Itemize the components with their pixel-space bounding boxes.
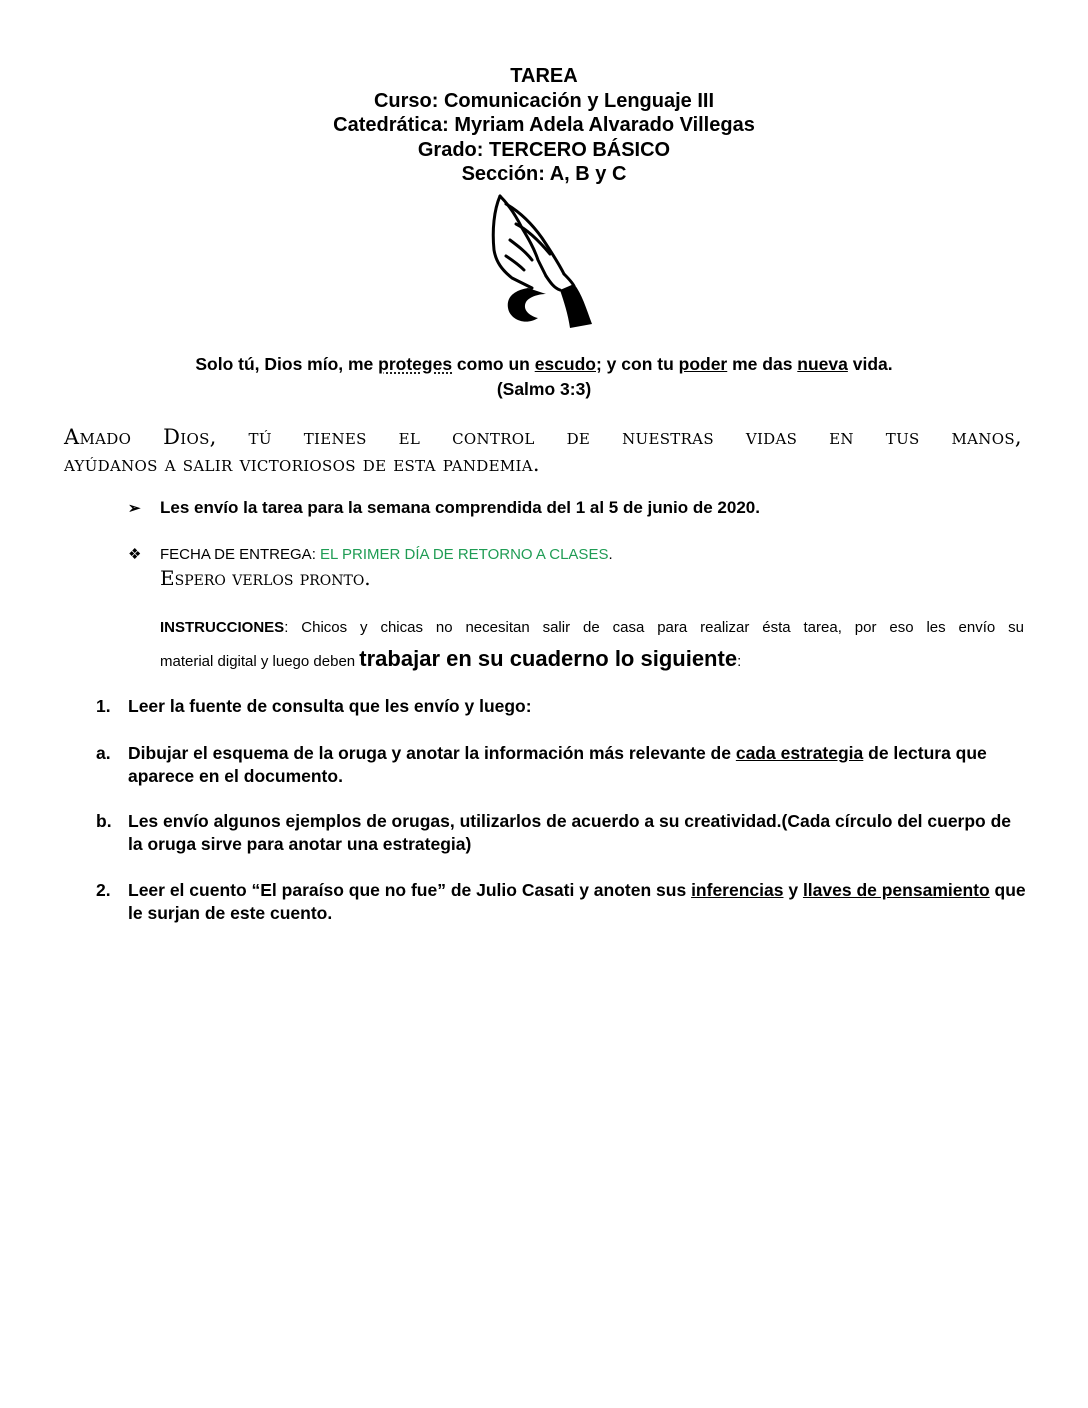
underlined-cada-estrategia: cada estrategia bbox=[735, 743, 864, 763]
task-item-b: b. Les envío algunos ejemplos de orugas, utilizarlos de acuerdo a su creatividad.(Cada círculo del cuerpo de la oruga sirve para anotar una estrategia) bbox=[96, 811, 1012, 854]
task-item-a: a. Dibujar el esquema de la oruga y anotar la información más relevante de cada estrategia de lectura que aparece en el documento. bbox=[96, 743, 987, 786]
document-header bbox=[0, 64, 1088, 187]
instructions-line-2: material digital y luego deben trabajar en su cuaderno lo siguiente: bbox=[160, 646, 742, 671]
document-title: TAREA bbox=[510, 65, 578, 87]
prayer-line-1: Amado Dios, tú tienes el control de nuestras vidas en tus manos, bbox=[64, 425, 1022, 449]
closing-greeting: Espero verlos pronto. bbox=[160, 566, 371, 590]
task-item-2: 2. Leer el cuento “El paraíso que no fue” de Julio Casati y anoten sus inferencias y llaves de pensamiento que le surjan de este cuento. bbox=[96, 880, 1026, 923]
arrow-bullet-icon: ➢ bbox=[128, 500, 141, 517]
verse-word-poder: poder bbox=[678, 354, 728, 374]
prayer-line-2: ayúdanos a salir victoriosos de esta pandemia. bbox=[64, 452, 540, 476]
psalm-verse bbox=[40, 352, 1048, 402]
instructions-line-1: INSTRUCCIONES: Chicos y chicas no necesitan salir de casa para realizar ésta tarea, por eso les envío su bbox=[160, 619, 1024, 636]
underlined-inferencias: inferencias bbox=[691, 880, 784, 900]
verse-word-proteges: proteges bbox=[378, 354, 453, 374]
teacher-line: Catedrática: Myriam Adela Alvarado Villegas bbox=[333, 114, 755, 136]
verse-reference: (Salmo 3:3) bbox=[496, 379, 592, 399]
diamond-bullet-icon: ❖ bbox=[128, 546, 142, 563]
course-line: Curso: Comunicación y Lenguaje III bbox=[373, 89, 715, 112]
prayer-text bbox=[64, 424, 1022, 478]
praying-hands-icon bbox=[486, 190, 602, 330]
bullet-due-date: ❖ FECHA DE ENTREGA: EL PRIMER DÍA DE RETORNO A CLASES. bbox=[128, 546, 613, 563]
task-item-1: 1. Leer la fuente de consulta que les envío y luego: bbox=[96, 696, 532, 716]
verse-word-escudo: escudo bbox=[534, 354, 596, 374]
instructions-label: INSTRUCCIONES bbox=[160, 619, 285, 636]
verse-text: Solo tú, Dios mío, me proteges como un escudo; y con tu poder me das nueva vida. bbox=[195, 354, 893, 374]
underlined-llaves-de-pensamiento: llaves de pensamiento bbox=[802, 880, 990, 900]
bullet-week-notice: ➢ Les envío la tarea para la semana comprendida del 1 al 5 de junio de 2020. bbox=[128, 498, 760, 517]
due-date-value: EL PRIMER DÍA DE RETORNO A CLASES bbox=[320, 546, 609, 563]
section-line: Sección: A, B y C bbox=[461, 163, 627, 185]
verse-word-nueva: nueva bbox=[797, 354, 848, 374]
instructions-emphasis: trabajar en su cuaderno lo siguiente bbox=[359, 646, 738, 671]
grade-line: Grado: TERCERO BÁSICO bbox=[417, 138, 671, 161]
instructions-paragraph bbox=[160, 612, 1024, 677]
